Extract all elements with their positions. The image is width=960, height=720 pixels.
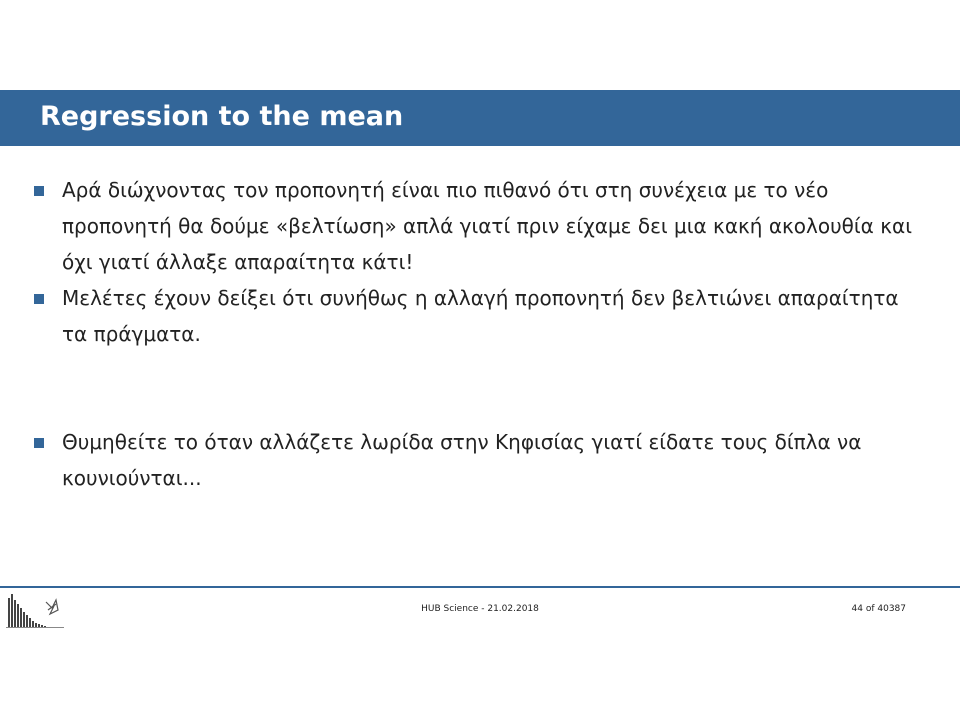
bullet-item xyxy=(34,280,922,352)
bullet-list xyxy=(34,172,934,496)
slide-title: Regression to the mean xyxy=(40,101,404,132)
square-bullet-icon xyxy=(34,186,44,196)
page-indicator: 44 of 40387 xyxy=(851,604,906,614)
footer-event-text: HUB Science - 21.02.2018 xyxy=(421,604,539,614)
footer-divider xyxy=(0,586,960,588)
bullet-text: Μελέτες έχουν δείξει ότι συνήθως η αλλαγή προπονητή δεν βελτιώνει απαραίτητα τα πράγματα. xyxy=(62,286,899,346)
bullet-item xyxy=(34,424,922,496)
square-bullet-icon xyxy=(34,438,44,448)
histogram-logo-icon xyxy=(6,588,64,628)
bullet-text: Αρά διώχνοντας τον προπονητή είναι πιο πιθανό ότι στη συνέχεια με το νέο προπονητή θα δούμε «βελτίωση» απλά γιατί πριν είχαμε δει μια κακή ακολουθία και όχι γιατί άλλαξε απαραίτητα κάτι! xyxy=(62,178,912,274)
title-band xyxy=(0,90,960,146)
bullet-item xyxy=(34,172,922,280)
bullet-text: Θυμηθείτε το όταν αλλάζετε λωρίδα στην Κηφισίας γιατί είδατε τους δίπλα να κουνιούνται... xyxy=(62,430,862,490)
square-bullet-icon xyxy=(34,294,44,304)
